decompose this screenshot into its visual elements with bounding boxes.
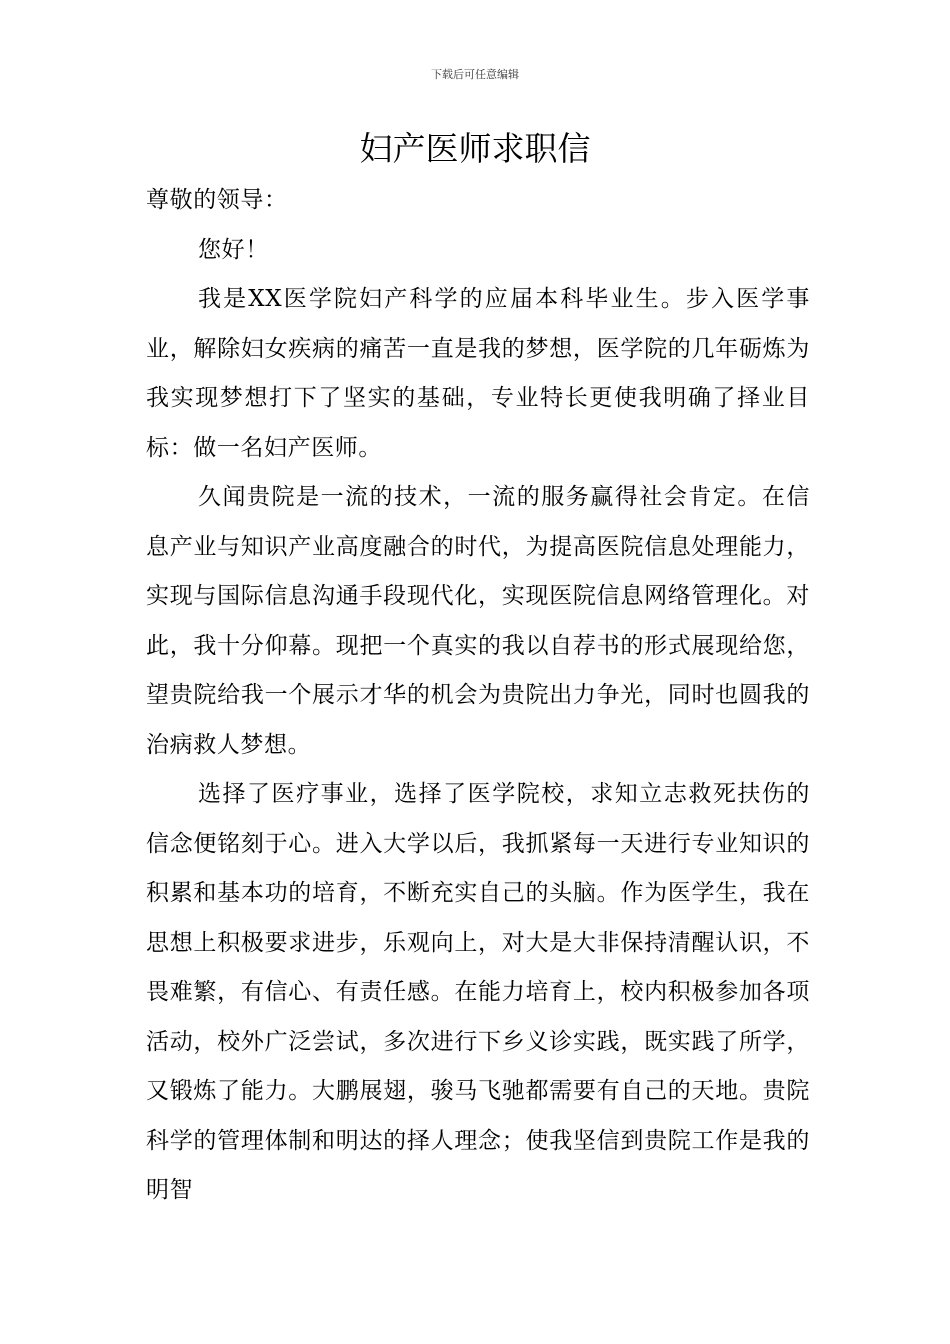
paragraph-experience: 选择了医疗事业，选择了医学院校，求知立志救死扶伤的信念便铭刻于心。进入大学以后，我抓紧每一天进行专业知识的积累和基本功的培育，不断充实自己的头脑。作为医学生，我在思想上积极要求进步，乐观向上，对大是大非保持清醒认识，不畏难繁，有信心、有责任感。在能力培育上，校内积极参加各项活动，校外广泛尝试，多次进行下乡义诊实践，既实践了所学，又锻炼了能力。大鹏展翅，骏马飞驰都需要有自己的天地。贵院科学的管理体制和明达的择人理念；使我坚信到贵院工作是我的明智	[146, 781, 810, 1203]
paragraph-hospital: 久闻贵院是一流的技术，一流的服务赢得社会肯定。在信息产业与知识产业高度融合的时代，为提高医院信息处理能力，实现与国际信息沟通手段现代化，实现医院信息网络管理化。对此，我十分仰幕。现把一个真实的我以自荐书的形式展现给您，望贵院给我一个展示才华的机会为贵院出力争光，同时也圆我的治病救人梦想。	[146, 484, 810, 758]
page-title: 妇产医师求职信	[359, 129, 591, 168]
greeting: 您好！	[198, 236, 269, 263]
header-note: 下载后可任意编辑	[431, 68, 519, 81]
salutation: 尊敬的领导：	[146, 187, 288, 213]
paragraph-intro: 我是XX医学院妇产科学的应届本科毕业生。步入医学事业，解除妇女疾病的痛苦一直是我的梦想，医学院的几年砺炼为我实现梦想打下了坚实的基础，专业特长更使我明确了择业目标：做一名妇产医师。	[146, 286, 810, 461]
letter-body	[146, 176, 810, 1216]
